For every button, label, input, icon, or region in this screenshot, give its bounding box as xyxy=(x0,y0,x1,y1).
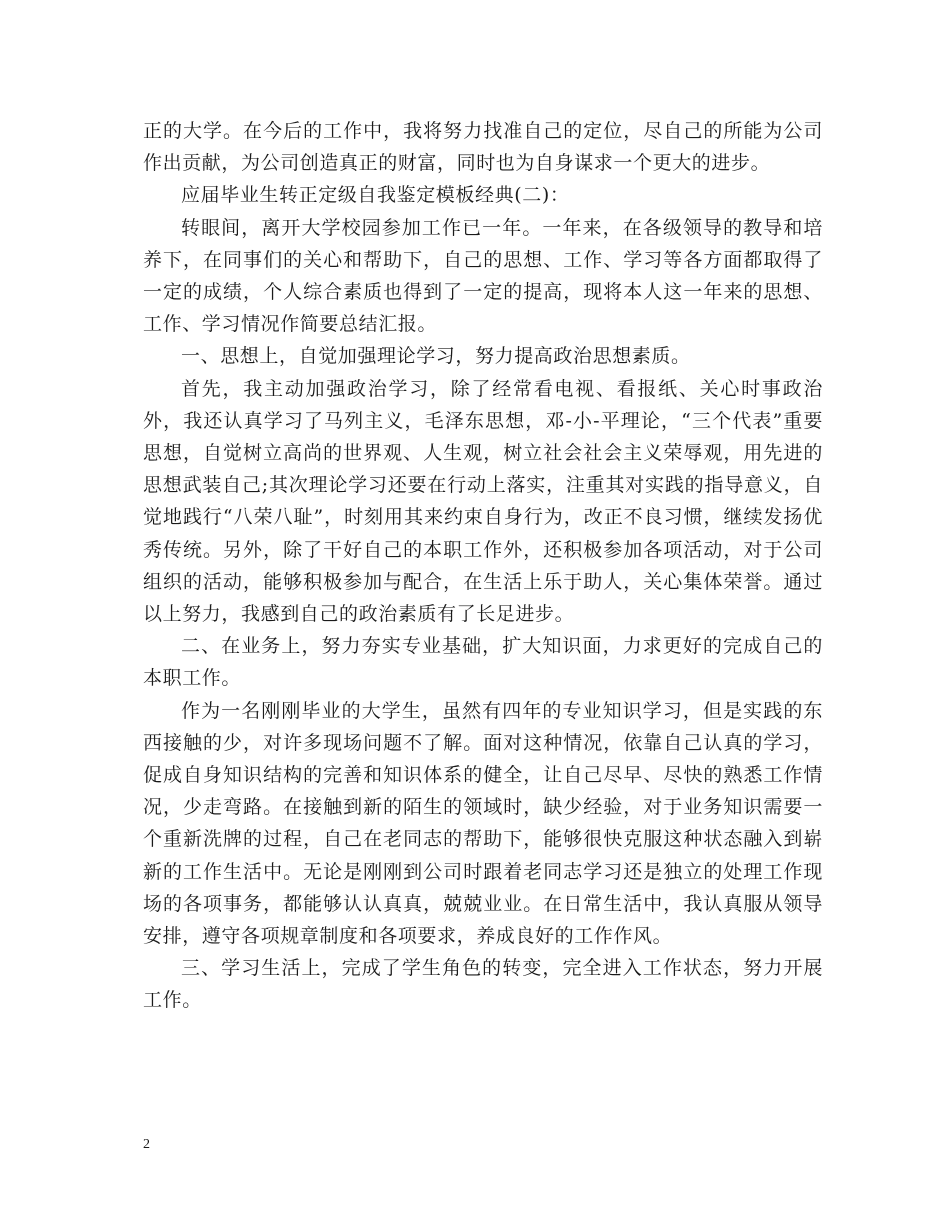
paragraph-business: 作为一名刚刚毕业的大学生，虽然有四年的专业知识学习，但是实践的东西接触的少，对许多现场问题不了解。面对这种情况，依靠自己认真的学习，促成自身知识结构的完善和知识体系的健全，让自己尽早、尽快的熟悉工作情况，少走弯路。在接触到新的陌生的领域时，缺少经验，对于业务知识需要一个重新洗牌的过程，自己在老同志的帮助下，能够很快克服这种状态融入到崭新的工作生活中。无论是刚刚到公司时跟着老同志学习还是独立的处理工作现场的各项事务，都能够认认真真，兢兢业业。在日常生活中，我认真服从领导安排，遵守各项规章制度和各项要求，养成良好的工作作风。 xyxy=(143,699,823,948)
page-number: 2 xyxy=(143,1137,150,1152)
paragraph-heading-1: 一、思想上，自觉加强理论学习，努力提高政治思想素质。 xyxy=(181,345,691,368)
paragraph-heading-2: 二、在业务上，努力夯实专业基础，扩大知识面，力求更好的完成自己的本职工作。 xyxy=(143,635,823,690)
paragraph-heading-3: 三、学习生活上，完成了学生角色的转变，完全进入工作状态，努力开展工作。 xyxy=(143,957,823,1012)
paragraph-intro: 转眼间，离开大学校园参加工作已一年。一年来，在各级领导的教导和培养下，在同事们的关心和帮助下，自己的思想、工作、学习等各方面都取得了一定的成绩，个人综合素质也得到了一定的提高，现将本人这一年来的思想、工作、学习情况作简要总结汇报。 xyxy=(143,216,823,336)
document-body xyxy=(143,115,823,1017)
paragraph-continuation: 正的大学。在今后的工作中，我将努力找准自己的定位，尽自己的所能为公司作出贡献，为公司创造真正的财富，同时也为自身谋求一个更大的进步。 xyxy=(143,120,823,175)
paragraph-thought: 首先，我主动加强政治学习，除了经常看电视、看报纸、关心时事政治外，我还认真学习了马列主义，毛泽东思想，邓-小-平理论，“三个代表”重要思想，自觉树立高尚的世界观、人生观，树立社会社会主义荣辱观，用先进的思想武装自己;其次理论学习还要在行动上落实，注重其对实践的指导意义，自觉地践行“八荣八耻”，时刻用其来约束自身行为，改正不良习惯，继续发扬优秀传统。另外，除了干好自己的本职工作外，还积极参加各项活动，对于公司组织的活动，能够积极参加与配合，在生活上乐于助人，关心集体荣誉。通过以上努力，我感到自己的政治素质有了长足进步。 xyxy=(143,377,823,626)
paragraph-section-title: 应届毕业生转正定级自我鉴定模板经典(二)： xyxy=(181,184,570,207)
